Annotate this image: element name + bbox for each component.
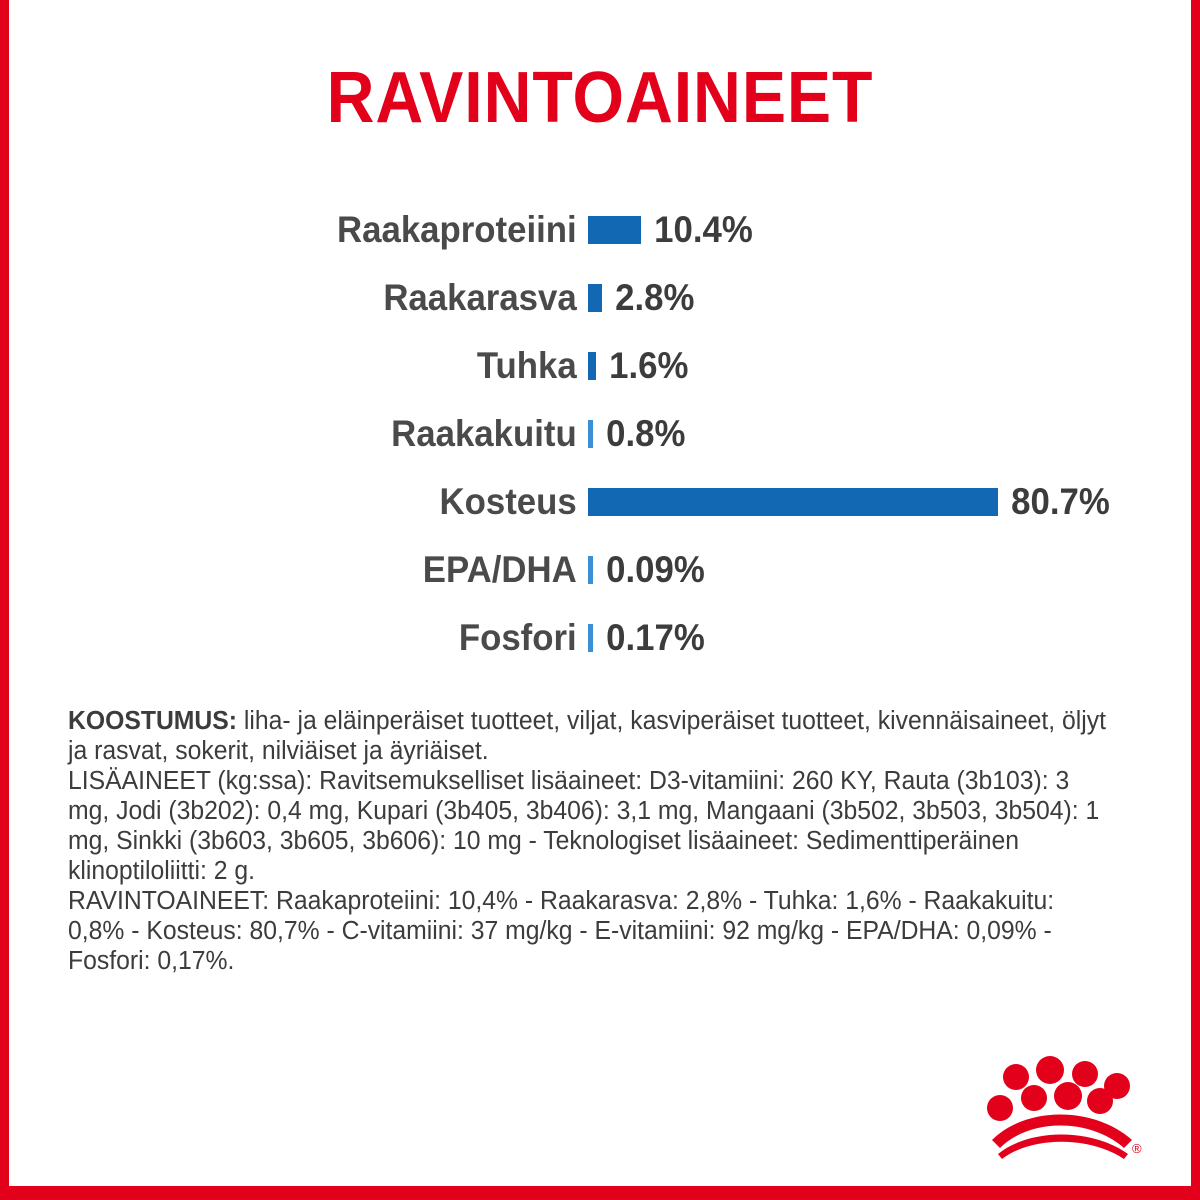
nutrient-value: 80.7% xyxy=(1011,481,1110,522)
nutrient-value: 0.8% xyxy=(606,413,686,454)
nutrient-bar xyxy=(588,284,602,312)
nutrient-label: Tuhka xyxy=(476,345,577,386)
composition-line xyxy=(68,706,1114,766)
nutrient-row xyxy=(0,264,1200,332)
nutrient-value: 10.4% xyxy=(654,209,753,250)
nutrient-bar-wrap xyxy=(588,277,1200,319)
nutrient-value: 2.8% xyxy=(615,277,695,318)
nutrient-bar-wrap xyxy=(588,481,1200,523)
nutrient-bar-chart xyxy=(0,196,1200,672)
nutrient-label: Raakakuitu xyxy=(391,413,577,454)
nutrient-bar-wrap xyxy=(588,413,1200,455)
page-title: RAVINTOAINEET xyxy=(326,58,874,138)
nutrient-bar-wrap xyxy=(588,617,1200,659)
nutrient-row xyxy=(0,332,1200,400)
nutrient-row xyxy=(0,604,1200,672)
nutrient-bar-wrap xyxy=(588,549,1200,591)
additives-paragraph: LISÄAINEET (kg:ssa): Ravitsemukselliset lisäaineet: D3-vitamiini: 260 KY, Rauta (3b103): 3 mg, Jodi (3b202): 0,4 mg, Kupari (3b405, 3b406): 3,1 mg, Mangaani (3b502, 3b503, 3b504): 1 mg, Sinkki (3b603, 3b605, 3b606): 10 mg - Teknologiset lisäaineet: Sedimenttiperäinen klinoptiloliitti: 2 g. xyxy=(68,767,1100,885)
nutrient-row xyxy=(0,400,1200,468)
nutrient-value: 0.17% xyxy=(606,617,705,658)
royal-canin-crown-logo xyxy=(986,1056,1146,1166)
nutrient-bar xyxy=(588,488,998,516)
nutrient-value: 1.6% xyxy=(609,345,689,386)
nutrient-label: Raakarasva xyxy=(383,277,577,318)
nutrient-row xyxy=(0,196,1200,264)
nutrient-value: 0.09% xyxy=(606,549,705,590)
nutrient-bar xyxy=(588,216,641,244)
composition-heading: KOOSTUMUS: xyxy=(68,707,238,735)
nutrient-label: Raakaproteiini xyxy=(337,209,577,250)
nutrient-bar-wrap xyxy=(588,209,1200,251)
frame-border-bottom xyxy=(0,1186,1200,1200)
nutrient-bar xyxy=(588,352,596,380)
nutrient-label: EPA/DHA xyxy=(422,549,577,590)
composition-body: liha- ja eläinperäiset tuotteet, viljat, kasviperäiset tuotteet, kivennäisaineet, öljyt ja rasvat, sokerit, nilviäiset ja äyriäiset. xyxy=(68,707,1106,765)
nutrient-label: Kosteus xyxy=(439,481,577,522)
nutrient-label: Fosfori xyxy=(458,617,577,658)
registered-mark: ® xyxy=(1132,1141,1142,1156)
nutrient-row xyxy=(0,536,1200,604)
nutrient-bar-wrap xyxy=(588,345,1200,387)
nutrient-row xyxy=(0,468,1200,536)
composition-text-block xyxy=(68,706,1114,976)
analysis-paragraph: RAVINTOAINEET: Raakaproteiini: 10,4% - Raakarasva: 2,8% - Tuhka: 1,6% - Raakakuitu: 0,8% - Kosteus: 80,7% - C-vitamiini: 37 mg/kg - E-vitamiini: 92 mg/kg - EPA/DHA: 0,09% - Fosfori: 0,17%. xyxy=(68,887,1055,975)
